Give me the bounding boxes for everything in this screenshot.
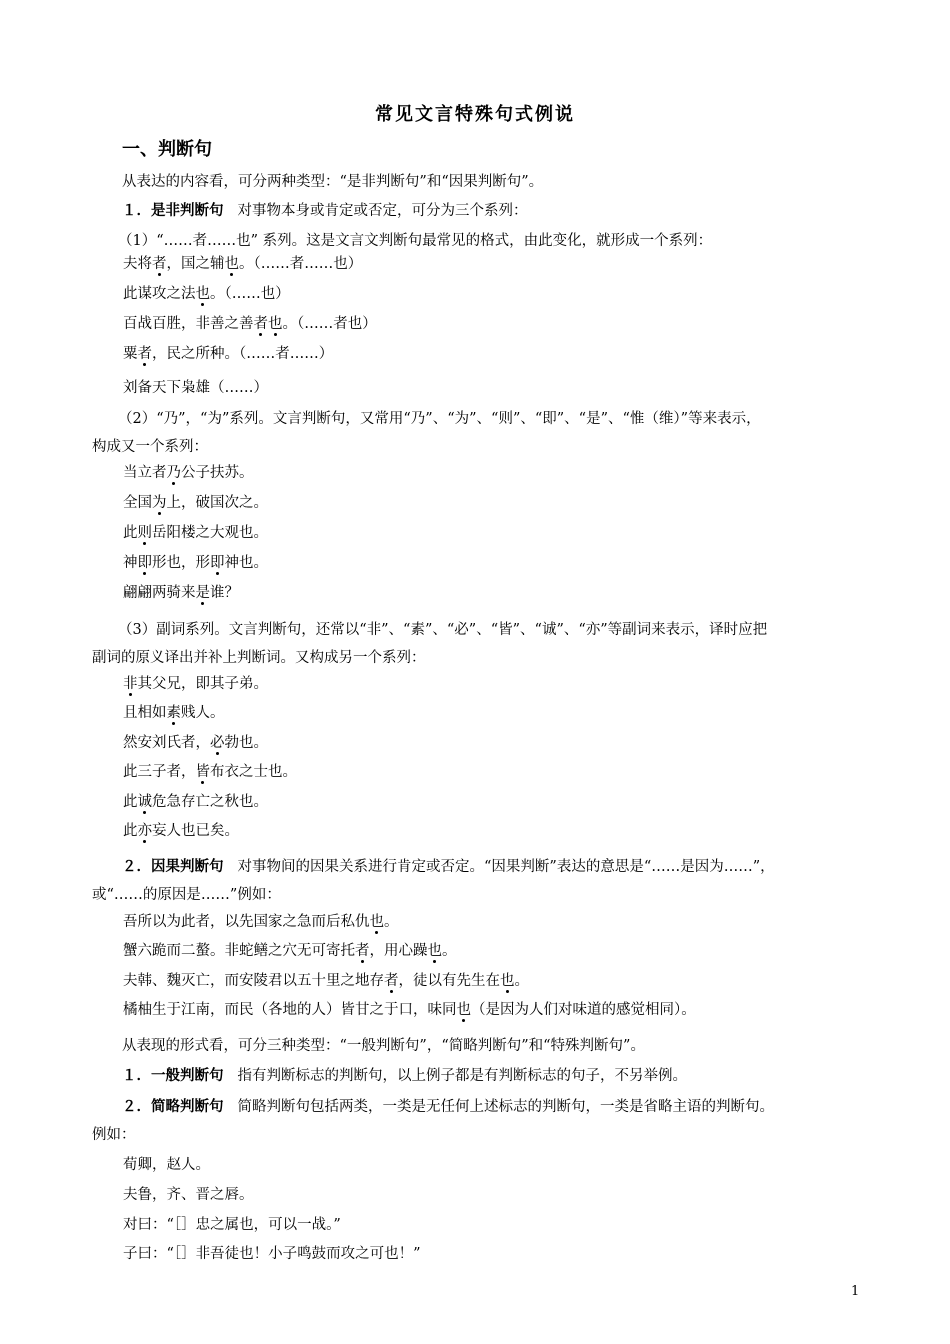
example-line: 对曰：“［］忠之属也，可以一战。”: [123, 1217, 341, 1233]
text: 勃也。: [224, 735, 268, 751]
text: 。: [442, 943, 457, 959]
example-line: [123, 969, 529, 993]
paragraph-text: 简略判断句包括两类，一类是无任何上述标志的判断句，一类是省略主语的判断句。: [237, 1099, 774, 1115]
paragraph-2: [92, 853, 867, 881]
example-line: 夫鲁，齐、晋之唇。: [123, 1187, 254, 1203]
emphasis-char: 诚: [137, 794, 152, 810]
text: 此: [123, 525, 138, 541]
text: 布衣之士也。: [210, 764, 297, 780]
text: 贱人。: [181, 705, 225, 721]
example-line: [123, 939, 457, 963]
paragraph-sub3: （3）副词系列。文言判断句，还常以“非”、“素”、“必”、“皆”、“诚”、“亦”等副词来表示，译时应把: [118, 622, 768, 638]
emphasis-char: 也: [427, 943, 442, 959]
emphasis-char: 为: [152, 495, 167, 511]
example-line: [123, 581, 239, 605]
text: 妄人也已矣。: [152, 823, 239, 839]
emphasis-char: 也: [500, 973, 515, 989]
text: 粟: [123, 346, 138, 362]
emphasis-char: 必: [210, 735, 225, 751]
example-line: [123, 551, 268, 575]
paragraph-text: 对事物间的因果关系进行肯定或否定。“因果判断”表达的意思是“……是因为……”，: [237, 859, 775, 875]
text: 危急存亡之秋也。: [152, 794, 268, 810]
text: 全国: [123, 495, 152, 511]
emphasis-char: 乃: [166, 465, 181, 481]
example-line: 子曰：“［］非吾徒也！小子鸣鼓而攻之可也！”: [123, 1246, 421, 1262]
example-line: [123, 672, 268, 696]
example-line: [123, 252, 362, 276]
paragraph-text: 对事物本身或肯定或否定，可分为三个系列：: [237, 203, 528, 219]
section-heading: 一、判断句: [122, 139, 212, 160]
example-line: [123, 819, 239, 843]
page-number: 1: [851, 1284, 860, 1299]
text: 其父兄，即其子弟。: [137, 676, 268, 692]
paragraph-form-1: [92, 1062, 867, 1090]
paragraph-form-2: [92, 1093, 867, 1121]
emphasis-char: 亦: [137, 823, 152, 839]
text: 谁？: [210, 585, 239, 601]
example-line: [123, 461, 254, 485]
text: 此谋攻之法: [123, 286, 196, 302]
paragraph-1: [92, 197, 867, 225]
text: 此三子者，: [123, 764, 196, 780]
paragraph-form: 从表现的形式看，可分三种类型：“一般判断句”，“简略判断句”和“特殊判断句”。: [122, 1038, 645, 1054]
text: 。: [384, 914, 399, 930]
text: 公子扶苏。: [181, 465, 254, 481]
emphasis-char: 皆: [195, 764, 210, 780]
example-line: 刘备天下枭雄（……）: [123, 380, 268, 396]
emphasis-char: 是: [195, 585, 210, 601]
emphasis-char: 者: [355, 943, 370, 959]
text: 。（……者……也）: [239, 256, 363, 272]
example-line: [123, 701, 225, 725]
emphasis-char: 非: [123, 676, 138, 692]
paragraph-sub1: （1）“……者……也” 系列。这是文言文判断句最常见的格式，由此变化，就形成一个系列：: [118, 233, 713, 249]
text: 形也，形: [152, 555, 210, 571]
text: 且相如: [123, 705, 167, 721]
text: （是因为人们对味道的感觉相同）。: [471, 1002, 696, 1018]
text: 。（……者也）: [282, 316, 377, 332]
subheading: ２．因果判断句: [122, 859, 224, 875]
emphasis-char: 也: [224, 256, 239, 272]
example-line: [123, 312, 377, 336]
paragraph-text: 指有判断标志的判断句，以上例子都是有判断标志的句子，不另举例。: [237, 1068, 687, 1084]
text: 此: [123, 823, 138, 839]
emphasis-char: 者: [152, 256, 167, 272]
text: 橘柚生于江南，而民（各地的人）皆甘之于口，味同: [123, 1002, 457, 1018]
emphasis-char: 者: [384, 973, 399, 989]
text: ，用心躁: [369, 943, 428, 959]
text: 岳阳楼之大观也。: [152, 525, 268, 541]
emphasis-char: 也: [195, 286, 210, 302]
emphasis-char: 者: [253, 316, 268, 332]
emphasis-char: 也: [268, 316, 283, 332]
emphasis-char: 也: [456, 1002, 471, 1018]
emphasis-char: 也: [369, 914, 384, 930]
emphasis-char: 素: [166, 705, 181, 721]
text: 夫韩、魏灭亡，而安陵君以五十里之地存: [123, 973, 384, 989]
text: 神: [123, 555, 138, 571]
emphasis-char: 则: [137, 525, 152, 541]
example-line: 荀卿，赵人。: [123, 1157, 210, 1173]
example-line: [123, 790, 268, 814]
text: 。（……也）: [210, 286, 290, 302]
example-line: [123, 760, 297, 784]
page-title: 常见文言特殊句式例说: [375, 104, 575, 125]
paragraph-sub2-cont: 构成又一个系列：: [92, 439, 208, 455]
paragraph-sub3-cont: 副词的原义译出并补上判断词。又构成另一个系列：: [92, 650, 426, 666]
example-line: [123, 731, 268, 755]
text: 然安刘氏者，: [123, 735, 210, 751]
text: 吾所以为此者，以先国家之急而后私仇: [123, 914, 370, 930]
emphasis-char: 者: [137, 346, 152, 362]
example-line: [123, 491, 268, 515]
paragraph-form-2-cont: 例如：: [92, 1127, 136, 1143]
example-line: [123, 521, 268, 545]
text: 夫将: [123, 256, 152, 272]
subheading: ２．简略判断句: [122, 1099, 224, 1115]
subheading: １．是非判断句: [122, 203, 224, 219]
paragraph-sub2: （2）“乃”，“为”系列。文言判断句，又常用“乃”、“为”、“则”、“即”、“是”、“惟（维）”等来表示，: [118, 411, 761, 427]
subheading: １．一般判断句: [122, 1068, 224, 1084]
text: 百战百胜，非善之善: [123, 316, 254, 332]
example-line: [123, 998, 696, 1022]
paragraph-intro: 从表达的内容看，可分两种类型：“是非判断句”和“因果判断句”。: [122, 174, 544, 190]
text: 上，破国次之。: [166, 495, 268, 511]
text: ，民之所种。（……者……）: [152, 346, 334, 362]
emphasis-char: 即: [210, 555, 225, 571]
emphasis-char: 即: [137, 555, 152, 571]
text: 此: [123, 794, 138, 810]
text: 。: [514, 973, 529, 989]
text: 当立者: [123, 465, 167, 481]
paragraph-2-cont: 或“……的原因是……”例如：: [92, 887, 281, 903]
text: 神也。: [224, 555, 268, 571]
text: ，徒以有先生在: [398, 973, 500, 989]
example-line: [123, 282, 290, 306]
text: 蟹六跪而二螯。非蛇鳝之穴无可寄托: [123, 943, 355, 959]
example-line: [123, 342, 333, 366]
example-line: [123, 910, 399, 934]
text: ，国之辅: [166, 256, 225, 272]
text: 翩翩两骑来: [123, 585, 196, 601]
